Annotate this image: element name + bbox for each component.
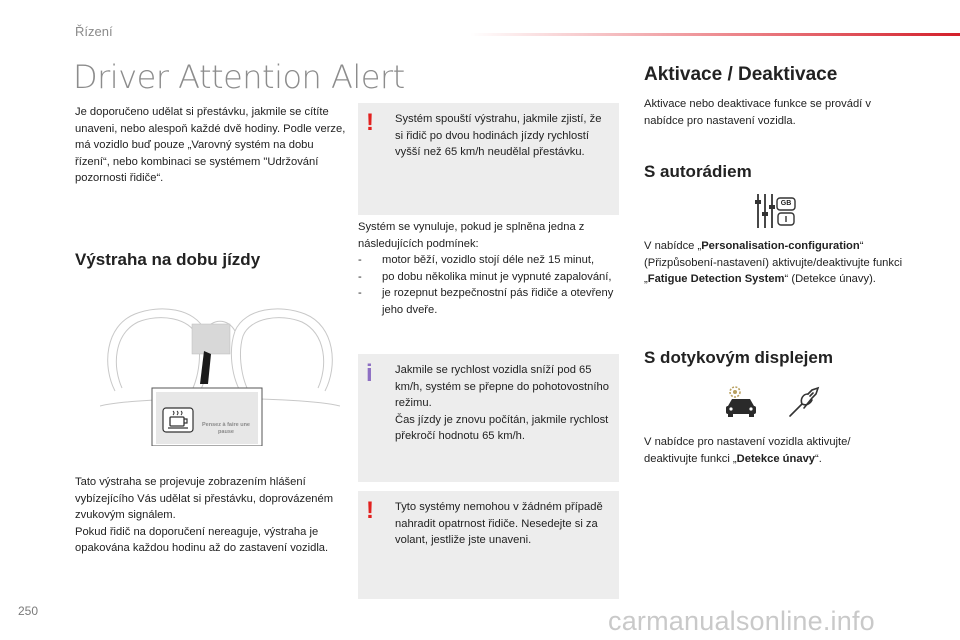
section-label: Řízení	[75, 24, 113, 39]
text-run: “.	[815, 452, 822, 465]
menu-name: Personalisation-configuration	[701, 240, 860, 252]
warning-box-trigger	[358, 103, 619, 215]
text-run: V nabídce pro nastavení vozidla aktivujte/ deaktivujte funkci „	[644, 436, 851, 465]
driving-time-heading: Výstraha na dobu jízdy	[75, 250, 261, 269]
activation-intro: Aktivace nebo deaktivace funkce se provádí v nabídce pro nastavení vozidla.	[644, 98, 871, 127]
text-run: V nabídce „	[644, 240, 702, 252]
intro-paragraph: Je doporučeno udělat si přestávku, jakmile se cítíte unaveni, nebo alespoň každé dvě hodiny. Podle verze, má vozidlo buď pouze „Varovný systém na dobu řízení“, nebo kombinaci se systémem "Udržování pozornosti řidiče“.	[75, 106, 346, 185]
reset-conditions	[358, 219, 620, 319]
radio-instructions	[644, 238, 906, 288]
watermark: carmanualsonline.info	[608, 606, 875, 636]
info-box-standby	[358, 354, 619, 482]
warning-icon: !	[366, 109, 374, 136]
function-name: Detekce únavy	[736, 452, 816, 465]
info-text: Jakmile se rychlost vozidla sníží pod 65 km/h, systém se přepne do pohotovostního režimu. Čas jízdy je znovu počítán, jakmile rychlost překročí hodnotu 65 km/h.	[395, 364, 609, 443]
caution-text: Tyto systémy nemohou v žádném případě nahradit opatrnost řidiče. Nesedejte si za volant, jestliže jste unaveni.	[395, 501, 603, 547]
radio-settings-icon	[752, 190, 800, 232]
gb-label: GB	[780, 200, 792, 207]
reset-condition-item: - je rozepnut bezpečnostní pás řidiče a otevřeny jeho dveře.	[358, 285, 620, 318]
touchscreen-heading: S dotykovým displejem	[644, 348, 833, 367]
radio-heading: S autorádiem	[644, 162, 752, 181]
pointer-arrow	[200, 351, 211, 384]
page-number: 250	[18, 604, 39, 618]
text-run: “ (Detekce únavy).	[784, 273, 876, 286]
coffee-break-message: Pensez à faire une pause	[202, 422, 250, 435]
tools-icon	[786, 384, 822, 420]
header-rule	[470, 33, 960, 36]
page-title: Driver Attention Alert	[73, 58, 405, 96]
function-name: Fatigue Detection System	[647, 273, 785, 286]
car-settings-icon	[722, 384, 762, 418]
reset-intro: Systém se vynuluje, pokud je splněna jedna z následujících podmínek:	[358, 221, 585, 250]
reset-condition-item: - motor běží, vozidlo stojí déle než 15 minut,	[358, 252, 620, 269]
touchscreen-instructions	[644, 434, 906, 467]
text-run: “ (Přizpůsobení-nastavení) aktivujte/deaktivujte funkci „	[644, 240, 903, 286]
info-icon: i	[366, 360, 373, 387]
warning-box-caution	[358, 491, 619, 599]
warning-text: Systém spouští výstrahu, jakmile zjistí, že si řidič po dvou hodinách jízdy rychlostí vyšší než 65 km/h neudělal přestávku.	[395, 113, 602, 159]
warning-icon: !	[366, 497, 374, 524]
alert-description: Tato výstraha se projevuje zobrazením hlášení vybízejícího Vás udělat si přestávku, doprovázeném zvukovým signálem. Pokud řidič na doporučení nereaguje, výstraha je opakována každou hodinu až do zastavení vozidla.	[75, 476, 334, 555]
instrument-cluster-illustration	[100, 296, 340, 446]
reset-condition-item: - po dobu několika minut je vypnuté zapalování,	[358, 269, 620, 286]
activation-heading: Aktivace / Deaktivace	[644, 64, 838, 85]
